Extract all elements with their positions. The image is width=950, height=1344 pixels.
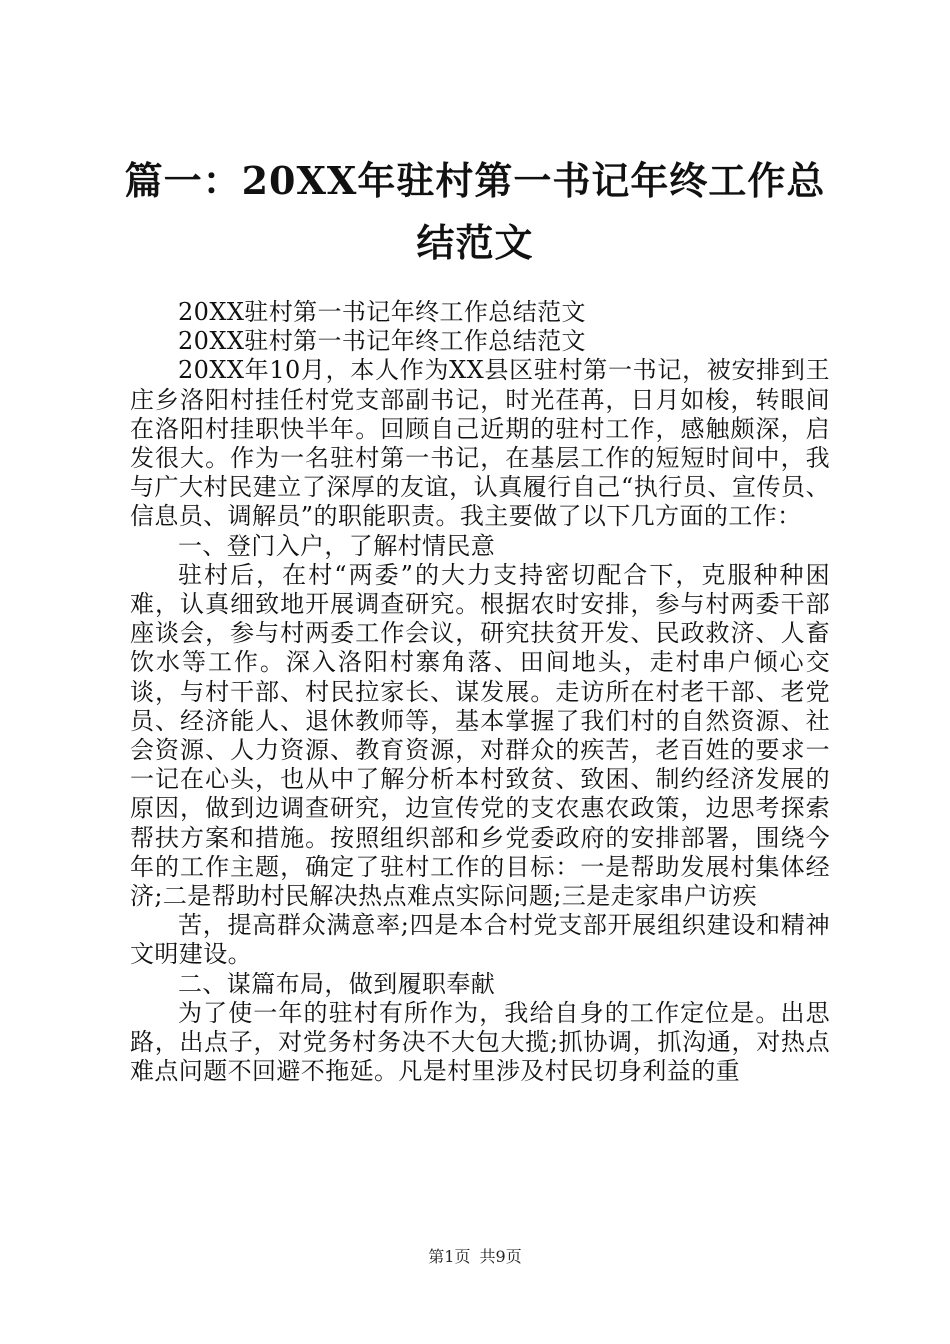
document-body (130, 298, 830, 1086)
paragraph: 驻村后，在村“两委”的大力支持密切配合下，克服种种困难，认真细致地开展调查研究。根据农时安排，参与村两委干部座谈会，参与村两委工作会议，研究扶贫开发、民政救济、人畜饮水等工作。深入洛阳村寨角落、田间地头，走村串户倾心交谈，与村干部、村民拉家长、谋发展。走访所在村老干部、老党员、经济能人、退休教师等，基本掌握了我们村的自然资源、社会资源、人力资源、教育资源，对群众的疾苦，老百姓的要求一一记在心头，也从中了解分析本村致贫、致困、制约经济发展的原因，做到边调查研究，边宣传党的支农惠农政策，边思考探索帮扶方案和措施。按照组织部和乡党委政府的安排部署，围绕今年的工作主题，确定了驻村工作的目标：一是帮助发展村集体经济;二是帮助村民解决热点难点实际问题;三是走家串户访疾 (130, 560, 830, 911)
page-total: 共9页 (479, 1247, 522, 1266)
paragraph: 20XX年10月，本人作为XX县区驻村第一书记，被安排到王庄乡洛阳村挂任村党支部副书记，时光荏苒，日月如梭，转眼间在洛阳村挂职快半年。回顾自己近期的驻村工作，感触颇深，启发很大。作为一名驻村第一书记，在基层工作的短短时间中，我与广大村民建立了深厚的友谊，认真履行自己“执行员、宣传员、信息员、调解员”的职能职责。我主要做了以下几方面的工作： (130, 356, 830, 531)
paragraph: 为了使一年的驻村有所作为，我给自身的工作定位是。出思路，出点子，对党务村务决不大包大揽;抓协调，抓沟通，对热点难点问题不回避不拖延。凡是村里涉及村民切身利益的重 (130, 998, 830, 1086)
page-number: 第1页 (428, 1247, 471, 1266)
paragraph: 20XX驻村第一书记年终工作总结范文 (178, 327, 586, 356)
document-title: 篇一：20XX年驻村第一书记年终工作总结范文 (124, 158, 826, 265)
section-heading: 一、登门入户，了解村情民意 (178, 531, 496, 560)
page-footer (0, 1244, 950, 1267)
section-heading: 二、谋篇布局，做到履职奉献 (178, 969, 496, 998)
paragraph: 20XX驻村第一书记年终工作总结范文 (178, 298, 586, 326)
paragraph: 苦，提高群众满意率;四是本合村党支部开展组织建设和精神文明建设。 (130, 911, 830, 969)
